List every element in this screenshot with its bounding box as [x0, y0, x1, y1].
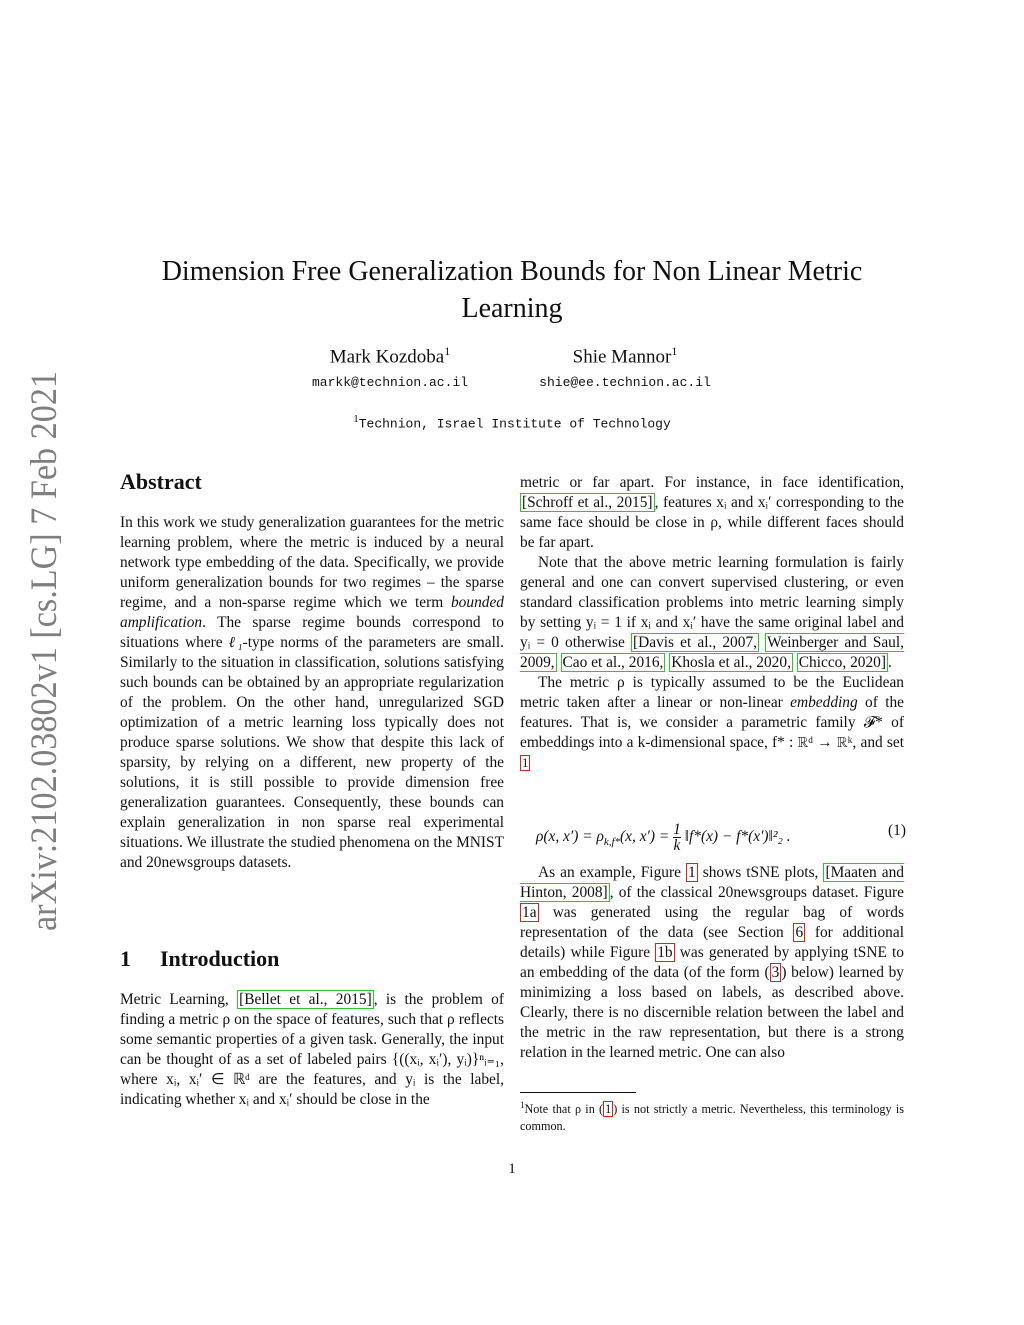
citation-link[interactable]: [Bellet et al., 2015] [239, 991, 372, 1008]
author-2 [495, 344, 755, 368]
text: was generated using the regular bag of words representation of the data (see Section [520, 904, 904, 941]
citation-link[interactable]: [Schroff et al., 2015] [522, 494, 653, 511]
author-affil-mark: 1 [444, 344, 451, 358]
equation-1 [536, 818, 906, 854]
text: Note that the above metric learning formulation is fairly general and one can convert supervised clustering, or even standard classification problems into metric learning simply by setting yᵢ = 1 if xᵢ and xᵢ′ have the same original label and yᵢ = 0 otherwise [520, 554, 904, 651]
text: shows tSNE plots, [697, 864, 824, 881]
abstract-paragraph [120, 513, 504, 873]
text: of the features. That is, we consider a parametric family 𝓕* of embeddings into a k-dimensional space, f* : ℝᵈ → ℝᵏ, and set [520, 694, 904, 751]
footnote-rule [520, 1092, 636, 1093]
emphasis: embedding [790, 694, 858, 711]
figure-link[interactable]: 1a [522, 904, 537, 921]
author-name: Mark Kozdoba [329, 346, 445, 368]
figure-link[interactable]: 1 [687, 864, 696, 881]
arxiv-stamp [12, 365, 72, 935]
text: As an example, Figure [538, 864, 686, 881]
paper-title: Dimension Free Generalization Bounds for Non Linear Metric Learning [161, 256, 863, 324]
figure-link[interactable]: 1b [657, 944, 673, 961]
fraction-denominator: k [673, 837, 681, 854]
author-affil-mark: 1 [671, 344, 678, 358]
paragraph [520, 673, 904, 779]
section-number: 1 [120, 946, 131, 971]
citation-link[interactable]: Cao et al., 2016, [562, 654, 664, 671]
equation-link[interactable]: 3 [771, 964, 780, 981]
text: . The sparse regime bounds correspond to situations where [120, 614, 504, 651]
citation-link[interactable]: Chicco, 2020] [798, 654, 886, 671]
equation-body [536, 822, 791, 853]
math: ℓ₁ [228, 634, 243, 651]
citation-link[interactable]: [Maaten and Hinton, 2008] [520, 864, 904, 901]
affiliation-mark: 1 [353, 413, 359, 425]
intro-paragraph [120, 990, 504, 1110]
page-number: 1 [508, 1161, 516, 1177]
emphasis: bounded amplification [120, 594, 504, 631]
paragraph [520, 863, 904, 1063]
right-column-top [520, 473, 904, 779]
abstract-heading: Abstract [120, 469, 202, 494]
arxiv-stamp-text: arXiv:2102.03802v1 [cs.LG] 7 Feb 2021 [24, 365, 65, 931]
footnote-link[interactable]: 1 [522, 756, 529, 770]
section-title: Introduction [160, 946, 280, 971]
citation-link[interactable]: [Davis et al., 2007, [633, 634, 757, 651]
author-1 [260, 344, 520, 368]
footnote [520, 1097, 904, 1135]
author-1-email[interactable]: markk@technion.ac.il [311, 375, 469, 390]
text: Note that ρ in ( [524, 1102, 604, 1117]
text: The metric ρ is typically assumed to be the Euclidean metric taken after a linear or non-linear [520, 674, 904, 711]
equation-mid: (x, x′) = [620, 828, 670, 846]
text: for additional details) while Figure [520, 924, 904, 961]
fraction-numerator: 1 [673, 821, 681, 838]
text: . [887, 654, 892, 671]
citation-link[interactable]: Khosla et al., 2020, [671, 654, 791, 671]
right-column-bottom [520, 863, 904, 1063]
text: , is the problem of finding a metric ρ on the space of features, such that ρ reflects some semantic properties of a given task. Generally, the input can be thought of as a set of labeled pairs {((xᵢ, xᵢ′), yᵢ)}ⁿᵢ₌₁, where xᵢ, xᵢ′ ∈ ℝᵈ are the features, and yᵢ is the label, indicating whether xᵢ and xᵢ′ should be close in the [120, 991, 505, 1108]
section-heading-introduction [120, 946, 279, 972]
equation-number: (1) [888, 822, 906, 839]
text: , of the classical 20newsgroups dataset. Figure [609, 884, 904, 901]
equation-rhs: ‖f*(x) − f*(x′)‖²₂ . [684, 828, 791, 846]
citation-link[interactable]: Weinberger and Saul, 2009, [520, 634, 904, 671]
text: In this work we study generalization guarantees for the metric learning problem, where the metric is induced by a neural network type embedding of the data. Specifically, we provide uniform generalization bounds for two regimes – the sparse regime, and a non-sparse regime which we term [120, 514, 504, 611]
paragraph [520, 473, 904, 553]
text: Metric Learning, [120, 991, 238, 1008]
section-link[interactable]: 6 [795, 924, 804, 941]
abstract-body [120, 513, 504, 873]
text: , features xᵢ and xᵢ′ corresponding to the same face should be close in ρ, while different faces should be far apart. [520, 494, 904, 551]
equation-subscript: k,f* [603, 836, 621, 849]
text: ) is not strictly a metric. Nevertheless, this terminology is common. [520, 1102, 904, 1134]
equation-fraction [673, 822, 681, 853]
equation-lhs: ρ(x, x′) = ρ [536, 828, 604, 846]
author-name: Shie Mannor [572, 346, 672, 368]
footnote-mark: 1 [520, 1100, 525, 1110]
paragraph [520, 553, 904, 673]
equation-link[interactable]: 1 [605, 1102, 612, 1117]
text: was generated by applying tSNE to an embedding of the data (of the form ( [520, 944, 905, 981]
text: ) below) learned by minimizing a loss based on labels, as described above. Clearly, there is no discernible relation between the label and the metric in the raw representation, but there is a strong relation in the learned metric. One can also [520, 964, 904, 1061]
author-2-email[interactable]: shie@ee.technion.ac.il [539, 375, 711, 390]
text: -type norms of the parameters are small. Similarly to the situation in classification, solutions satisfying such bounds can be obtained by an appropriate regularization of the problem. On the other hand, unregularized SGD optimization of a metric learning loss typically does not produce sparse solutions. We show that despite this lack of sparsity, by relying on a different, new property of the solutions, it is still possible to provide dimension free generalization guarantees. Consequently, these bounds can explain generalization in non sparse real experimental situations. We illustrate the studied phenomena on the MNIST and 20newsgroups datasets. [120, 634, 505, 871]
text: metric or far apart. For instance, in face identification, [520, 474, 904, 491]
affiliation [260, 413, 764, 431]
affiliation-text: Technion, Israel Institute of Technology [358, 416, 671, 432]
intro-body [120, 990, 504, 1110]
